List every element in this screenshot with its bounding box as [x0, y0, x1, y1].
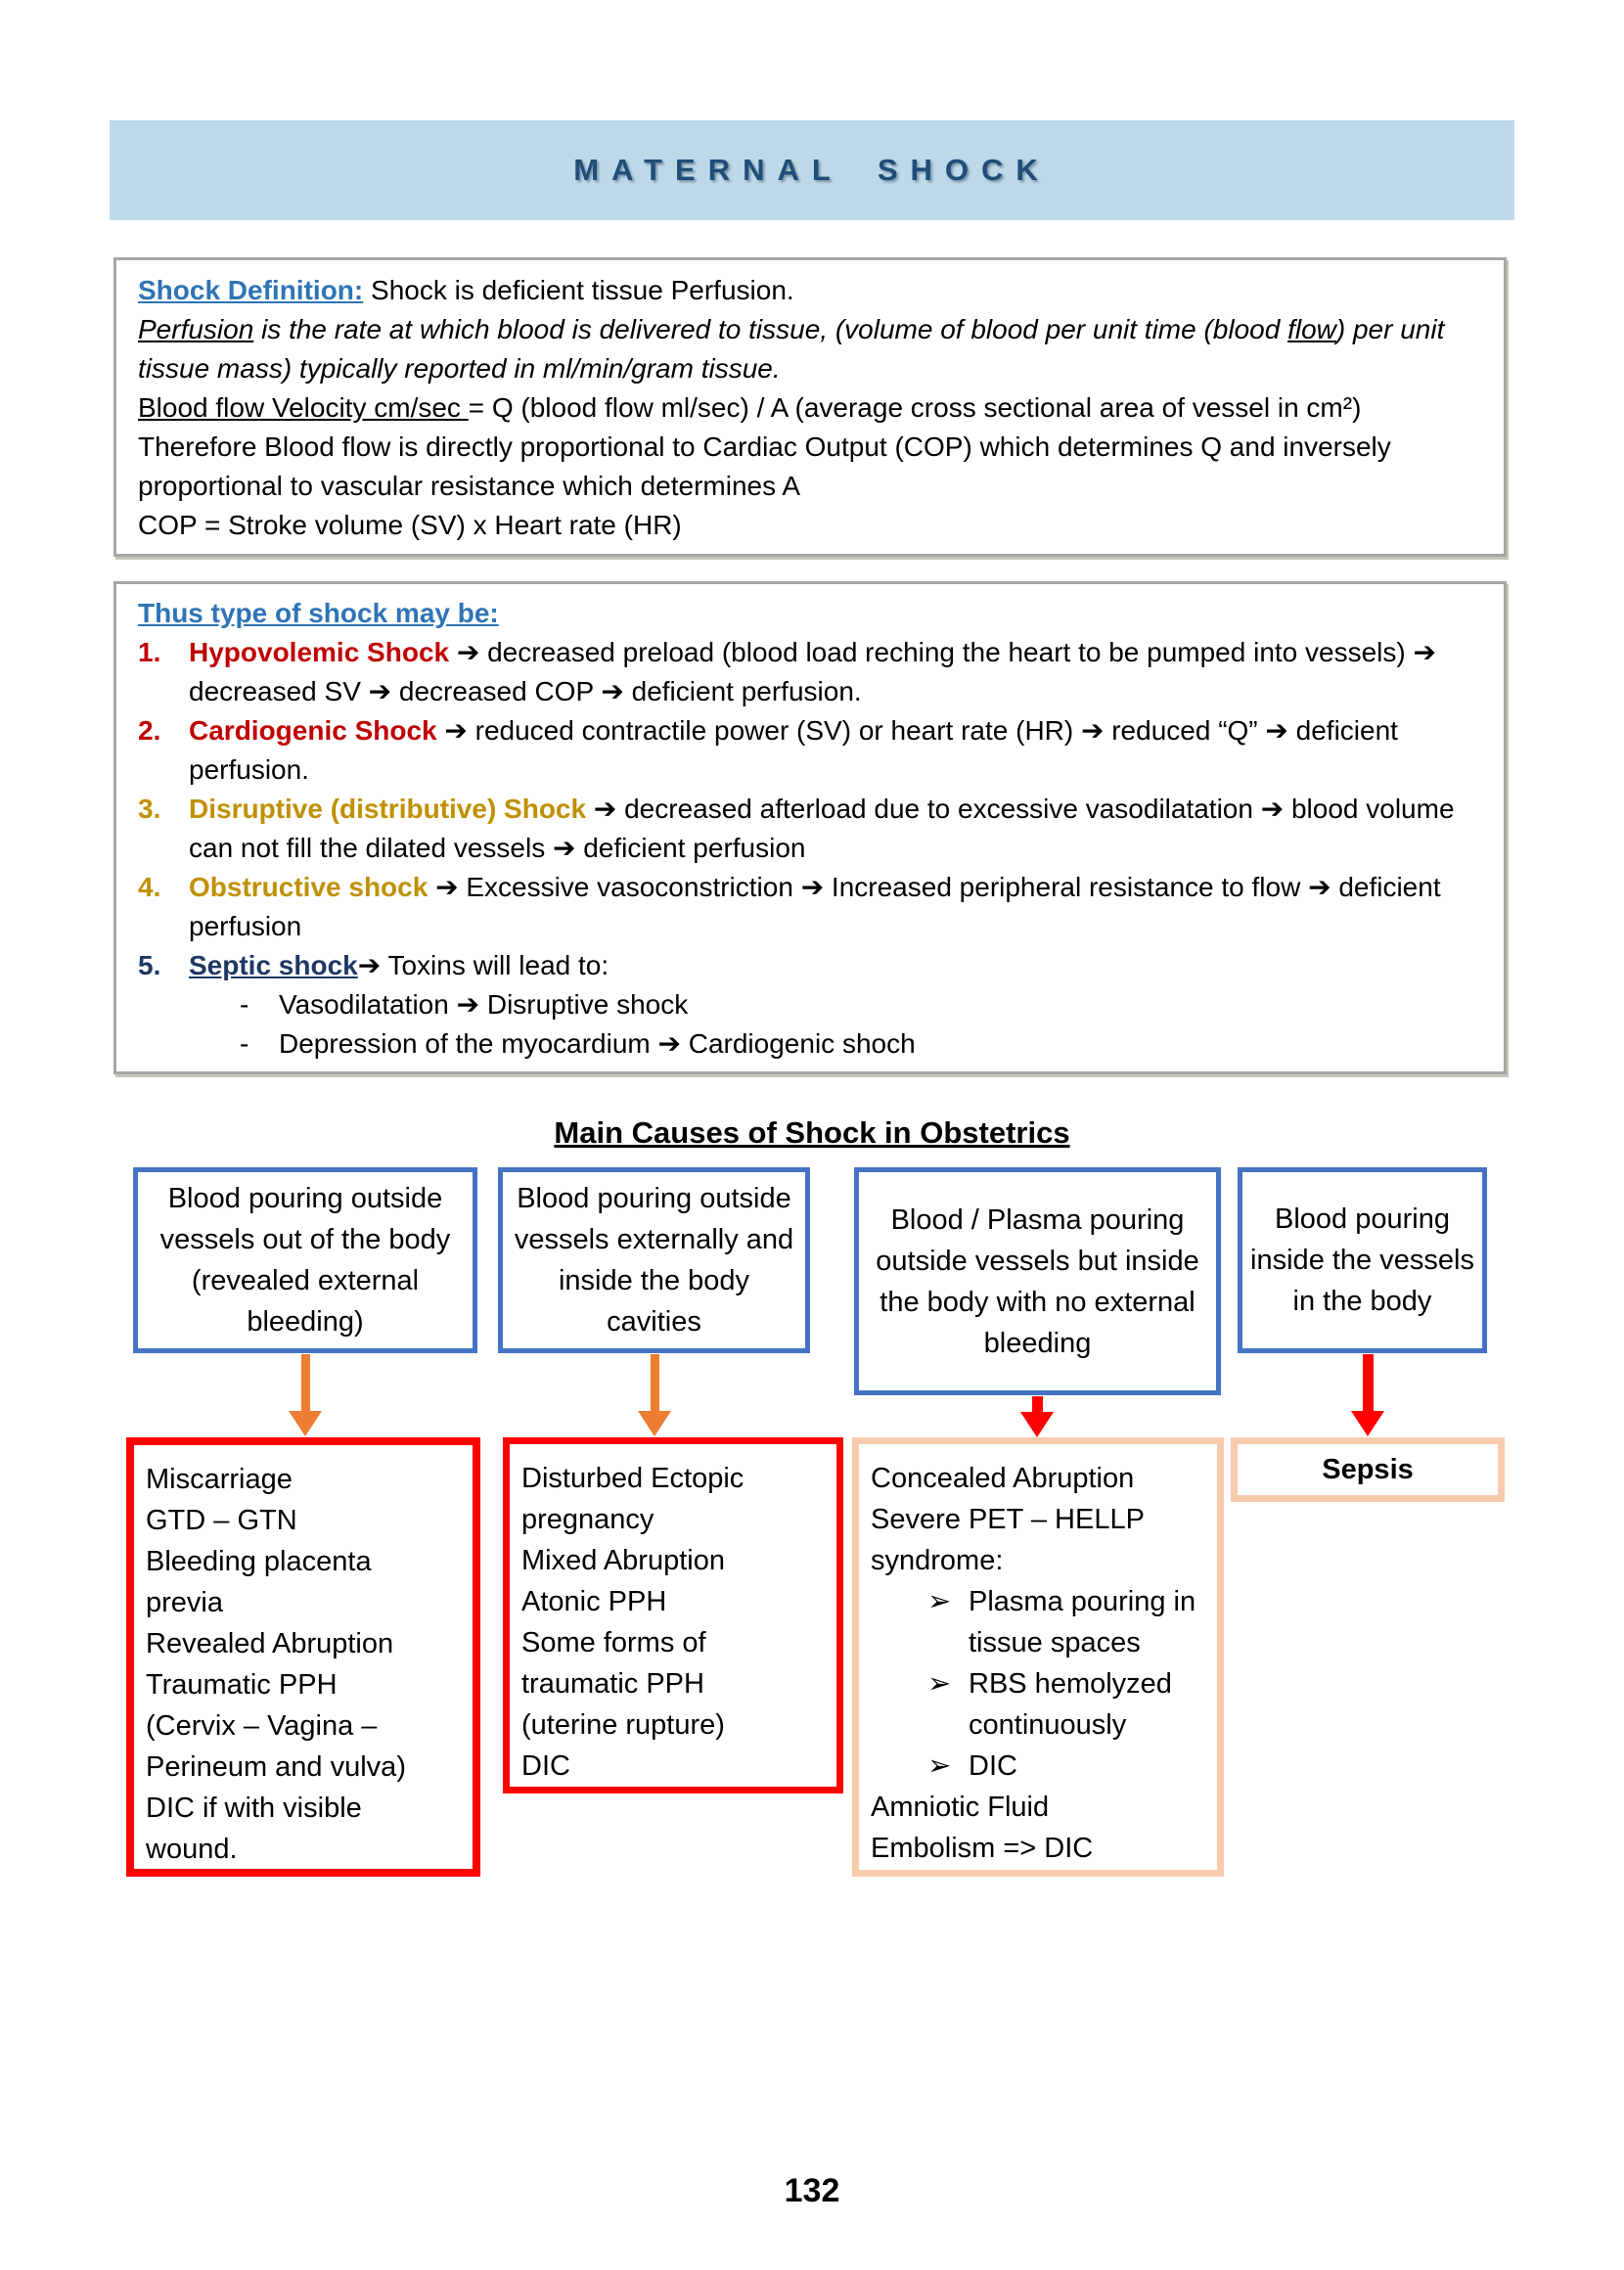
cause-line: Some forms of	[521, 1627, 706, 1658]
concealed-causes-box	[852, 1437, 1224, 1877]
cause-line: DIC if with visible	[146, 1793, 362, 1824]
sub-item-text: Vasodilatation ➔ Disruptive shock	[279, 989, 689, 1020]
flow-term: flow	[1287, 314, 1336, 344]
arrow-stem	[1363, 1354, 1374, 1411]
bullet-text: DIC	[969, 1750, 1017, 1782]
definition-heading: Shock Definition:	[138, 275, 364, 305]
cause-line: Severe PET – HELLP	[871, 1504, 1145, 1535]
arrowhead-bullet-icon: ➢	[927, 1750, 952, 1782]
cause-line: Perineum and vulva)	[146, 1751, 406, 1783]
causes-heading: Main Causes of Shock in Obstetrics	[554, 1115, 1070, 1150]
arrowhead-bullet-icon: ➢	[927, 1668, 952, 1700]
bullet-line	[871, 1581, 1205, 1663]
definition-line	[138, 271, 1482, 310]
perfusion-term: Perfusion	[138, 314, 254, 344]
cause-line: Miscarriage	[146, 1464, 293, 1495]
sub-list-item	[138, 985, 1482, 1024]
cop-line: COP = Stroke volume (SV) x Heart rate (HR)	[138, 510, 682, 540]
down-arrow-icon	[1351, 1354, 1384, 1436]
sub-list-item	[138, 1024, 1482, 1064]
arrow-stem	[651, 1354, 659, 1411]
cause-line: syndrome:	[871, 1545, 1004, 1576]
arrowhead-bullet-icon: ➢	[927, 1586, 952, 1617]
arrow-head	[1020, 1412, 1054, 1437]
item-number: 2.	[138, 715, 161, 746]
types-of-shock-box	[113, 581, 1507, 1074]
item-text: ➔ Toxins will lead to:	[357, 950, 609, 980]
arrow-head	[1351, 1411, 1384, 1436]
item-text: ➔ decreased afterload due to excessive vasodilatation ➔ blood volume can not fill the dilated vessels ➔ deficient perfusion	[189, 794, 1455, 863]
item-label: Hypovolemic Shock	[189, 637, 450, 667]
arrow-stem	[301, 1354, 310, 1411]
cause-box-text: Blood pouring outside vessels externally and inside the body cavities	[514, 1183, 794, 1338]
item-label: Obstructive shock	[189, 872, 429, 902]
dash-bullet: -	[240, 989, 249, 1020]
sepsis-box	[1231, 1437, 1505, 1502]
perfusion-text-2: ) per unit tissue mass) typically reported in ml/min/gram tissue.	[138, 314, 1445, 384]
perfusion-line	[138, 310, 1482, 388]
list-item	[138, 790, 1482, 868]
cause-box-inside-vessels	[1238, 1167, 1487, 1353]
cause-line: Embolism => DIC	[871, 1833, 1094, 1864]
item-label: Cardiogenic Shock	[189, 715, 437, 746]
cause-line: previa	[146, 1587, 223, 1618]
arrow-head	[638, 1411, 671, 1436]
cause-line: pregnancy	[521, 1504, 654, 1535]
cause-line: Mixed Abruption	[521, 1545, 725, 1576]
cause-line: Revealed Abruption	[146, 1628, 394, 1659]
velocity-text: = Q (blood flow ml/sec) / A (average cross sectional area of vessel in cm²)	[468, 392, 1362, 423]
down-arrow-icon	[638, 1354, 671, 1436]
bullet-text: Plasma pouring in tissue spaces	[969, 1586, 1196, 1658]
ectopic-causes-box	[503, 1437, 843, 1793]
cause-line: DIC	[521, 1750, 570, 1782]
item-number: 3.	[138, 794, 161, 824]
sub-item-text: Depression of the myocardium ➔ Cardiogenic shoch	[279, 1028, 916, 1059]
cause-line: Traumatic PPH	[146, 1669, 338, 1701]
cause-box-text: Blood pouring inside the vessels in the body	[1250, 1203, 1474, 1317]
bullet-line	[871, 1663, 1205, 1746]
cause-line: Concealed Abruption	[871, 1463, 1135, 1494]
down-arrow-icon	[1020, 1396, 1054, 1437]
item-label: Septic shock	[189, 950, 358, 980]
cause-line: traumatic PPH	[521, 1668, 704, 1700]
item-number: 5.	[138, 950, 161, 980]
item-number: 1.	[138, 637, 161, 667]
page-banner	[110, 120, 1514, 220]
cause-box-text: Blood / Plasma pouring outside vessels but inside the body with no external bleeding	[876, 1203, 1199, 1359]
cause-line: Disturbed Ectopic	[521, 1463, 744, 1494]
item-text: ➔ Excessive vasoconstriction ➔ Increased peripheral resistance to flow ➔ deficient perfusion	[189, 872, 1441, 941]
types-heading: Thus type of shock may be:	[138, 598, 499, 628]
velocity-line	[138, 388, 1482, 428]
item-label: Disruptive (distributive) Shock	[189, 794, 587, 824]
velocity-term: Blood flow Velocity cm/sec	[138, 392, 469, 423]
cause-line: (uterine rupture)	[521, 1709, 725, 1741]
perfusion-text: is the rate at which blood is delivered to tissue, (volume of blood per unit time (blood	[253, 314, 1288, 344]
cause-line: GTD – GTN	[146, 1505, 297, 1536]
cause-line: Atonic PPH	[521, 1586, 667, 1617]
cause-box-no-external-bleeding	[854, 1167, 1221, 1395]
item-text: ➔ reduced contractile power (SV) or heart rate (HR) ➔ reduced “Q” ➔ deficient perfusion.	[189, 715, 1398, 785]
page-number: 132	[784, 2172, 840, 2209]
arrow-head	[289, 1411, 322, 1436]
list-item	[138, 946, 1482, 985]
external-bleeding-causes-box	[126, 1437, 480, 1877]
definition-box	[113, 257, 1507, 557]
cause-line: (Cervix – Vagina –	[146, 1710, 378, 1742]
page-title: MATERNAL SHOCK	[573, 153, 1051, 187]
sepsis-label: Sepsis	[1322, 1454, 1414, 1485]
therefore-line: Therefore Blood flow is directly proportional to Cardiac Output (COP) which determines Q and inversely proportional to vascular resistance which determines A	[138, 431, 1391, 501]
list-item	[138, 711, 1482, 790]
arrow-stem	[1032, 1396, 1043, 1412]
list-item	[138, 633, 1482, 711]
item-text: ➔ decreased preload (blood load reching the heart to be pumped into vessels) ➔ decreased SV ➔ decreased COP ➔ deficient perfusion.	[189, 637, 1436, 706]
dash-bullet: -	[240, 1028, 249, 1059]
down-arrow-icon	[289, 1354, 322, 1436]
cause-box-revealed-bleeding	[133, 1167, 477, 1353]
bullet-text: RBS hemolyzed continuously	[969, 1668, 1172, 1741]
cause-box-text: Blood pouring outside vessels out of the body (revealed external bleeding)	[159, 1183, 451, 1338]
list-item	[138, 868, 1482, 946]
bullet-line	[871, 1746, 1205, 1787]
definition-heading-rest: Shock is deficient tissue Perfusion.	[363, 275, 794, 305]
item-number: 4.	[138, 872, 161, 902]
cause-line: Bleeding placenta	[146, 1546, 372, 1577]
cause-box-external-internal	[498, 1167, 810, 1353]
cause-line: wound.	[146, 1834, 238, 1865]
cause-line: Amniotic Fluid	[871, 1792, 1050, 1823]
